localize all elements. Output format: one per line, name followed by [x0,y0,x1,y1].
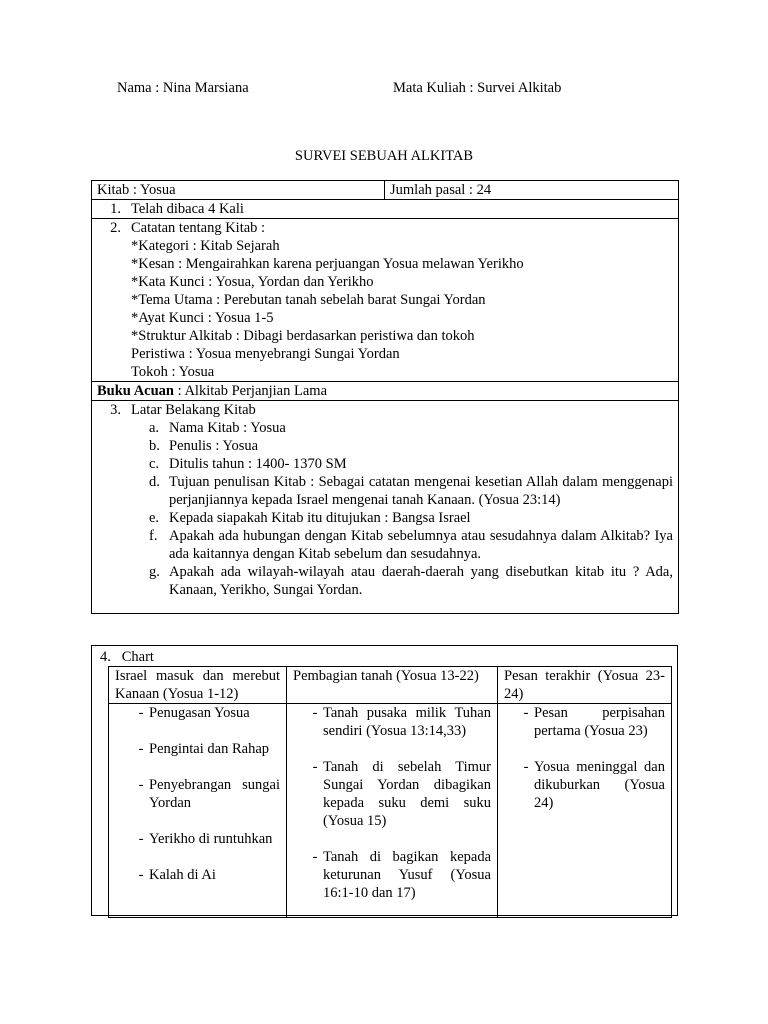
item-text: Apakah ada hubungan dengan Kitab sebelumnya atau sesudahnya dalam Alkitab? Iya ada kaitannya dengan Kitab sebelum dan sesudahnya. [169,528,673,562]
chart-bullet: - Kalah di Ai [138,867,216,883]
student-name: Nama : Nina Marsiana [117,80,249,96]
note-line: *Tema Utama : Perebutan tanah sebelah barat Sungai Yordan [131,292,486,308]
chart-column-header: Israel masuk dan merebut Kanaan (Yosua 1-12) [109,667,287,704]
item-letter: f. [149,528,158,544]
chart-bullet: - Tanah di bagikan kepada keturunan Yusuf (Yosua 16:1-10 dan 17) [312,849,491,901]
item-letter: g. [149,564,160,580]
chart-header-row [109,667,672,704]
chart-bullet: - Pesan perpisahan pertama (Yosua 23) [523,705,665,739]
chart-bullet: - Penugasan Yosua [138,705,250,721]
course-name: Mata Kuliah : Survei Alkitab [393,80,562,96]
read-count: Telah dibaca 4 Kali [131,201,244,217]
background-item [141,455,673,473]
item-text: Apakah ada wilayah-wilayah atau daerah-daerah yang disebutkan kitab itu ? Ada, Kanaan, Yerikho, Sungai Yordan. [169,564,673,598]
read-count-row [92,200,679,219]
item-number: 1. [110,201,121,217]
item-text: Nama Kitab : Yosua [169,420,286,436]
notes-title: Catatan tentang Kitab : [131,220,266,236]
background-item [141,419,673,437]
background-item [141,437,673,455]
item-number: 2. [110,220,121,236]
item-text: Tujuan penulisan Kitab : Sebagai catatan mengenai kesetian Allah dalam menggenapi perjanjiannya kepada Israel mengenai tanah Kanaan. (Yosua 23:14) [169,474,673,508]
background-item [141,509,673,527]
note-line: Peristiwa : Yosua menyebrangi Sungai Yordan [131,346,400,362]
item-text: Ditulis tahun : 1400- 1370 SM [169,456,347,472]
chart-bullet: - Tanah di sebelah Timur Sungai Yordan dibagikan kepada suku demi suku (Yosua 15) [312,759,491,829]
note-line: *Kesan : Mengairahkan karena perjuangan Yosua melawan Yerikho [131,256,524,272]
item-text: Kepada siapakah Kitab itu ditujukan : Bangsa Israel [169,510,471,526]
chart-section [91,645,678,916]
chart-bullet: - Penyebrangan sungai Yordan [138,777,280,811]
chart-bullet: - Pengintai dan Rahap [138,741,270,757]
background-item [141,527,673,563]
item-letter: d. [149,474,160,490]
note-line: *Ayat Kunci : Yosua 1-5 [131,310,274,326]
survey-table [91,180,679,614]
chart-table [108,666,672,918]
book-name: Kitab : Yosua [92,181,385,200]
note-line: *Kategori : Kitab Sejarah [131,238,280,254]
background-item [141,563,673,599]
item-number: 3. [110,402,121,418]
item-text: Penulis : Yosua [169,438,259,454]
background-title: Latar Belakang Kitab [131,402,256,418]
note-line: *Kata Kunci : Yosua, Yordan dan Yerikho [131,274,374,290]
item-letter: e. [149,510,160,526]
note-line: *Struktur Alkitab : Dibagi berdasarkan peristiwa dan tokoh [131,328,475,344]
background-row [92,401,679,614]
item-letter: c. [149,456,160,472]
note-line: Tokoh : Yosua [131,364,215,380]
reference-row [92,382,679,401]
chart-heading: 4. Chart [100,649,154,665]
chart-bullet: - Tanah pusaka milik Tuhan sendiri (Yosua 13:14,33) [312,705,491,739]
chart-bullet: - Yerikho di runtuhkan [138,831,273,847]
chart-bullet: - Yosua meninggal dan dikuburkan (Yosua 24) [523,759,665,811]
chart-column-header: Pesan terakhir (Yosua 23-24) [498,667,672,704]
item-letter: a. [149,420,160,436]
chart-body-row [109,704,672,918]
document-title: SURVEI SEBUAH ALKITAB [294,148,474,164]
item-letter: b. [149,438,160,454]
background-item [141,473,673,509]
book-info-row [92,181,679,200]
notes-row [92,219,679,382]
reference-value: : Alkitab Perjanjian Lama [173,383,327,399]
chart-column-header: Pembagian tanah (Yosua 13-22) [287,667,498,704]
chapter-count: Jumlah pasal : 24 [385,181,679,200]
reference-label: Buku Acuan [97,383,174,399]
